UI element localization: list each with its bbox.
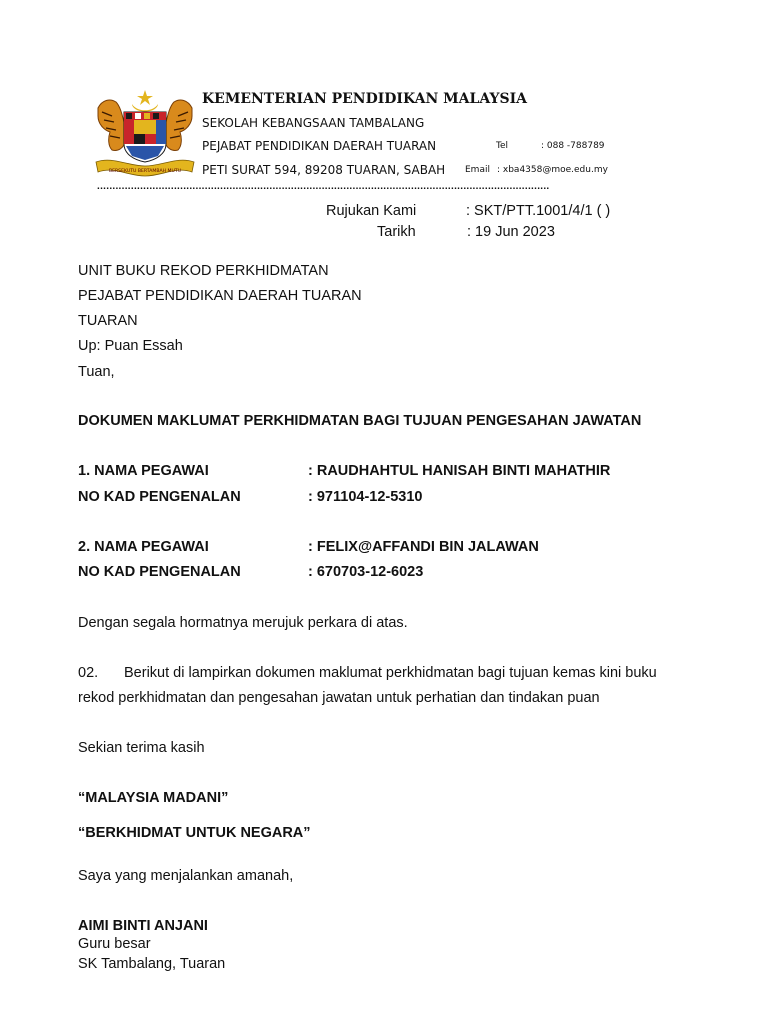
tel-value: : 088 -788789 <box>541 141 605 151</box>
signatory-position: Guru besar <box>78 936 151 952</box>
date-value: : 19 Jun 2023 <box>467 224 555 240</box>
officer-1-ic-label: NO KAD PENGENALAN <box>78 489 241 505</box>
paragraph-line-2: rekod perkhidmatan dan pengesahan jawatan untuk perhatian dan tindakan puan <box>78 690 600 706</box>
officer-2-name-label: 2. NAMA PEGAWAI <box>78 539 209 555</box>
reference-value: : SKT/PTT.1001/4/1 ( ) <box>466 203 611 219</box>
paragraph-line-1: Berikut di lampirkan dokumen maklumat perkhidmatan bagi tujuan kemas kini buku <box>124 665 657 681</box>
crest-right-tiger <box>164 100 192 151</box>
letterhead-separator: ................................................................................................................................................... <box>97 181 550 192</box>
recipient-attention: Up: Puan Essah <box>78 338 183 354</box>
crest-motto: BERSEKUTU BERTAMBAH MUTU <box>108 169 182 174</box>
officer-2-ic-value: : 670703-12-6023 <box>308 564 424 580</box>
slogan-malaysia-madani: “MALAYSIA MADANI” <box>78 790 229 806</box>
crest-crescent <box>132 104 158 112</box>
officer-1-ic-value: : 971104-12-5310 <box>308 489 423 505</box>
officer-1-name-value: : RAUDHAHTUL HANISAH BINTI MAHATHIR <box>308 463 611 479</box>
subject-heading: DOKUMEN MAKLUMAT PERKHIDMATAN BAGI TUJUAN PENGESAHAN JAWATAN <box>78 413 642 429</box>
crest-star <box>137 90 153 105</box>
letterhead-school: SEKOLAH KEBANGSAAN TAMBALANG <box>202 116 425 130</box>
crest-left-tiger <box>98 100 126 151</box>
slogan-berkhidmat: “BERKHIDMAT UNTUK NEGARA” <box>78 825 311 841</box>
paragraph-number: 02. <box>78 665 99 681</box>
recipient-line-2: PEJABAT PENDIDIKAN DAERAH TUARAN <box>78 288 362 304</box>
officer-2-name-value: : FELIX@AFFANDI BIN JALAWAN <box>308 539 539 555</box>
tel-label: Tel <box>496 141 509 151</box>
email-label: Email <box>465 165 490 175</box>
reference-label: Rujukan Kami <box>326 203 417 219</box>
recipient-line-1: UNIT BUKU REKOD PERKHIDMATAN <box>78 263 329 279</box>
coat-of-arms-crest <box>92 86 198 178</box>
salutation: Tuan, <box>78 364 115 380</box>
recipient-line-3: TUARAN <box>78 313 138 329</box>
letterhead-title: KEMENTERIAN PENDIDIKAN MALAYSIA <box>202 91 528 107</box>
date-label: Tarikh <box>377 224 416 240</box>
signatory-school: SK Tambalang, Tuaran <box>78 956 226 972</box>
letterhead-office: PEJABAT PENDIDIKAN DAERAH TUARAN <box>202 139 437 153</box>
officer-1-name-label: 1. NAMA PEGAWAI <box>78 463 209 479</box>
letterhead-address: PETI SURAT 594, 89208 TUARAN, SABAH <box>202 163 446 177</box>
signatory-name: AIMI BINTI ANJANI <box>78 918 208 934</box>
opening-sentence: Dengan segala hormatnya merujuk perkara di atas. <box>78 615 408 631</box>
trust-line: Saya yang menjalankan amanah, <box>78 868 294 884</box>
email-value: : xba4358@moe.edu.my <box>497 165 608 175</box>
closing-sentence: Sekian terima kasih <box>78 740 205 756</box>
officer-2-ic-label: NO KAD PENGENALAN <box>78 564 241 580</box>
